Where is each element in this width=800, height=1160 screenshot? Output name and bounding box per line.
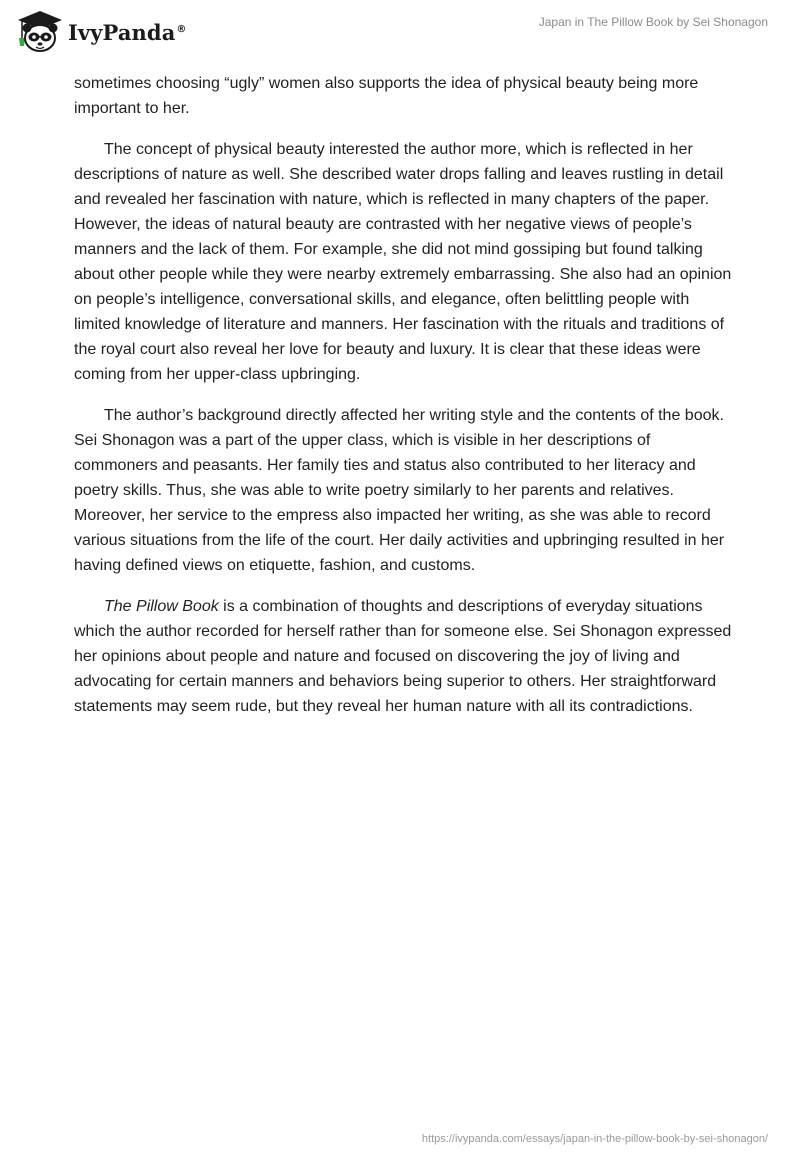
header-document-title: Japan in The Pillow Book by Sei Shonagon [538, 15, 768, 29]
paragraph-3: The author’s background directly affected her writing style and the contents of the book. Sei Shonagon was a part of the upper class, which is visible in her descriptions of commoners and peasants. Her family ties and status also contributed to her literacy and poetry skills. Thus, she was able to write poetry similarly to her parents and relatives. Moreover, her service to the empress also impacted her writing, as she was able to record various situations from the life of the court. Her daily activities and upbringing resulted in her having defined views on etiquette, fashion, and customs. [74, 407, 725, 574]
paragraph-2: The concept of physical beauty interested the author more, which is reflected in her descriptions of nature as well. She described water drops falling and leaves rustling in detail and revealed her fascination with nature, which is reflected in many chapters of the paper. However, the ideas of natural beauty are contrasted with her negative views of people’s manners and the lack of them. For example, she did not mind gossiping but found talking about other people while they were nearby extremely embarrassing. She also had an opinion on people’s intelligence, conversational skills, and elegance, often belittling people with limited knowledge of literature and manners. Her fascination with the rituals and traditions of the royal court also reveal her love for beauty and luxury. It is clear that these ideas were coming from her upper-class upbringing. [74, 141, 732, 383]
paragraph-4-text: is a combination of thoughts and descriptions of everyday situations which the author recorded for herself rather than for someone else. Sei Shonagon expressed her opinions about people and nature and focused on discovering the joy of living and advocating for certain manners and behaviors being superior to others. Her straightforward statements may seem rude, but they reveal her human nature with all its contradictions. [74, 598, 732, 715]
paragraph-4 [74, 594, 734, 719]
panda-graduate-icon [14, 8, 66, 54]
paragraph-1: sometimes choosing “ugly” women also supports the idea of physical beauty being more important to her. [74, 75, 699, 117]
registered-mark: ® [176, 23, 187, 35]
logo-text: IvyPanda® [68, 19, 187, 45]
ivypanda-logo[interactable] [14, 8, 187, 54]
source-url[interactable]: https://ivypanda.com/essays/japan-in-the-pillow-book-by-sei-shonagon/ [421, 1133, 768, 1145]
essay-body [74, 71, 734, 735]
book-title: The Pillow Book [104, 598, 219, 615]
